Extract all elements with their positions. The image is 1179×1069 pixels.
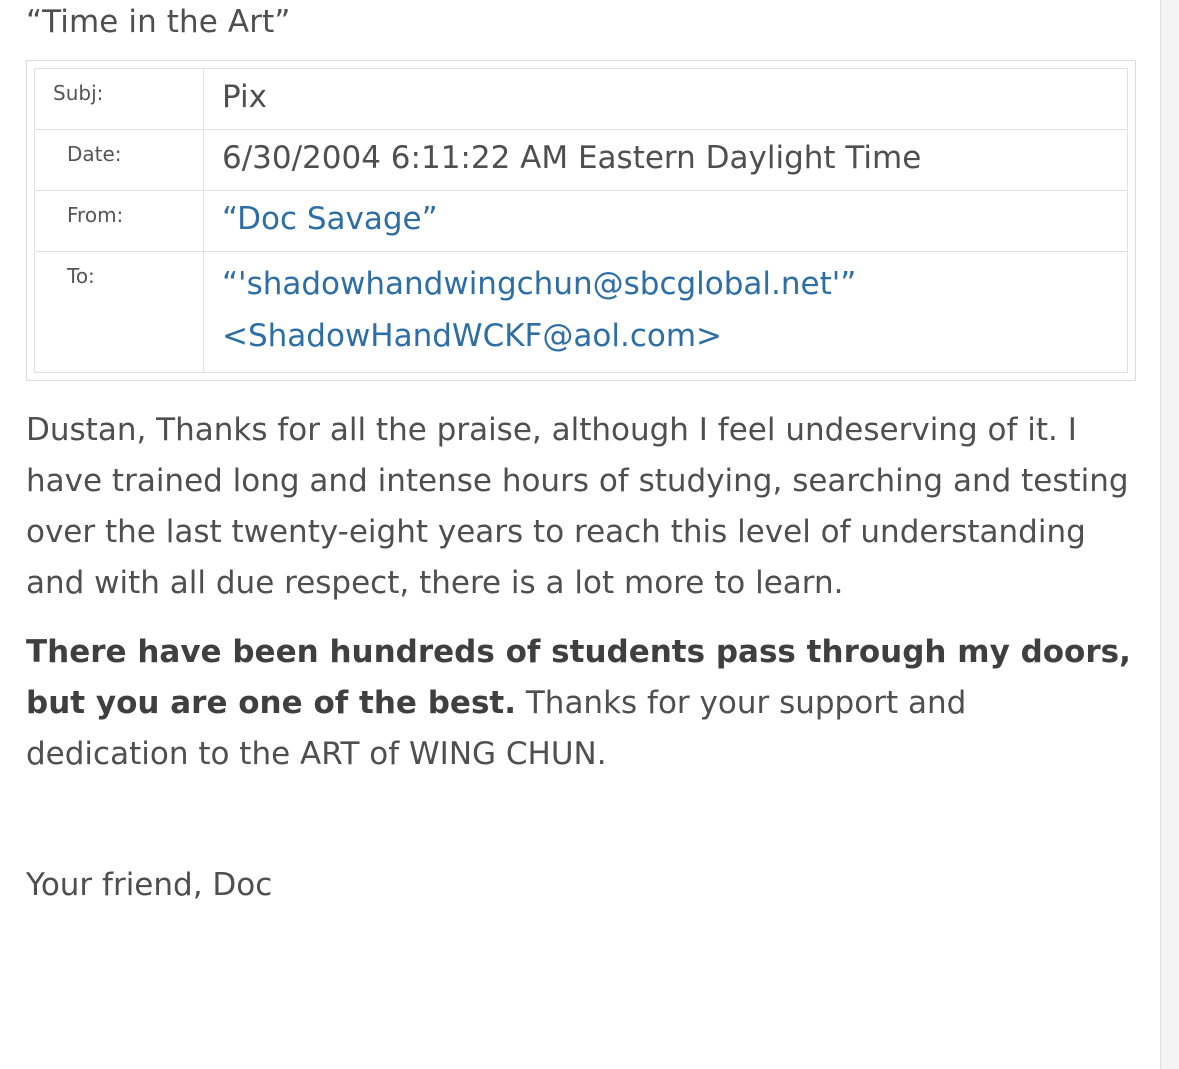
body-paragraph-2-bold: There have been hundreds of students pass through my doors, but you are one of the best. (26, 634, 1131, 721)
to-value-line-2[interactable]: <ShadowHandWCKF@aol.com> (222, 318, 722, 354)
to-label-cell (35, 252, 204, 373)
from-label: From: (67, 203, 124, 227)
signoff-text: Your friend, Doc (26, 867, 273, 903)
subject-value-cell (204, 69, 1128, 130)
date-label: Date: (67, 142, 122, 166)
page-title: “Time in the Art” (26, 4, 291, 40)
body-paragraph-2 (26, 627, 1134, 780)
from-label-cell (35, 191, 204, 252)
to-value-line-1[interactable]: “'shadowhandwingchun@sbcglobal.net'” (222, 266, 857, 302)
page-right-rail (1160, 0, 1179, 1069)
table-row (35, 252, 1128, 373)
from-value[interactable]: “Doc Savage” (222, 201, 438, 237)
table-row (35, 69, 1128, 130)
email-header-table (34, 68, 1128, 373)
table-row (35, 130, 1128, 191)
subject-label: Subj: (53, 81, 104, 105)
to-value-cell (204, 252, 1128, 373)
email-header-box (26, 60, 1136, 381)
date-value: 6/30/2004 6:11:22 AM Eastern Daylight Time (222, 140, 922, 176)
subject-value: Pix (222, 79, 267, 115)
to-label: To: (67, 264, 95, 288)
subject-label-cell (35, 69, 204, 130)
body-paragraph-2-rest: Thanks for your support and dedication to the ART of WING CHUN. (26, 685, 967, 772)
body-paragraph-1: Dustan, Thanks for all the praise, although I feel undeserving of it. I have trained long and intense hours of studying, searching and testing over the last twenty-eight years to reach this level of understanding and with all due respect, there is a lot more to learn. (26, 412, 1129, 601)
table-row (35, 191, 1128, 252)
from-value-cell (204, 191, 1128, 252)
date-value-cell (204, 130, 1128, 191)
date-label-cell (35, 130, 204, 191)
